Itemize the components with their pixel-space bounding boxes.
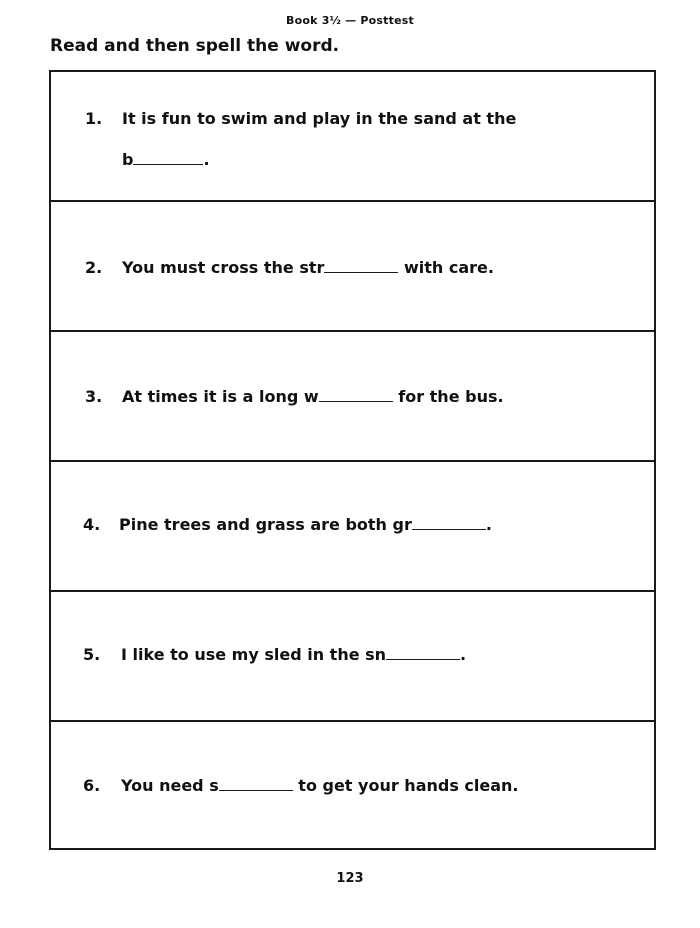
question-row-5 <box>51 592 654 722</box>
question-row-1 <box>51 72 654 202</box>
question-row-4 <box>51 462 654 592</box>
question-row-6 <box>51 722 654 852</box>
question-row-3 <box>51 332 654 462</box>
page-header: Book 3½ — Posttest <box>286 14 414 27</box>
question-text <box>122 387 504 406</box>
question-text <box>122 258 494 277</box>
question-number: 5. <box>83 645 101 664</box>
question-text: It is fun to swim and play in the sand at the <box>122 109 517 128</box>
word-start: You need s <box>121 776 219 795</box>
question-text <box>121 645 466 664</box>
answer-blank <box>324 271 398 273</box>
question-text <box>119 515 492 534</box>
word-start: b <box>122 150 134 169</box>
answer-blank <box>133 163 203 165</box>
answer-blank <box>219 789 293 791</box>
word-start: You must cross the str <box>122 258 325 277</box>
question-row-2 <box>51 202 654 332</box>
word-end: . <box>460 645 467 664</box>
question-text <box>121 776 519 795</box>
question-number: 6. <box>83 776 101 795</box>
question-number: 3. <box>85 387 103 406</box>
answer-blank <box>412 528 486 530</box>
question-text-line2 <box>122 150 210 169</box>
word-start: I like to use my sled in the sn <box>121 645 387 664</box>
question-number: 4. <box>83 515 101 534</box>
word-start: Pine trees and grass are both gr <box>119 515 412 534</box>
page-number: 123 <box>336 871 364 886</box>
word-end: to get your hands clean. <box>292 776 519 795</box>
answer-blank <box>319 400 393 402</box>
word-end: with care. <box>398 258 494 277</box>
word-start: At times it is a long w <box>122 387 319 406</box>
question-number: 2. <box>85 258 103 277</box>
word-end: . <box>485 515 492 534</box>
question-number: 1. <box>85 109 103 128</box>
word-end: . <box>203 150 210 169</box>
question-box <box>49 70 656 850</box>
instruction-text: Read and then spell the word. <box>50 36 340 56</box>
answer-blank <box>386 658 460 660</box>
word-end: for the bus. <box>392 387 504 406</box>
